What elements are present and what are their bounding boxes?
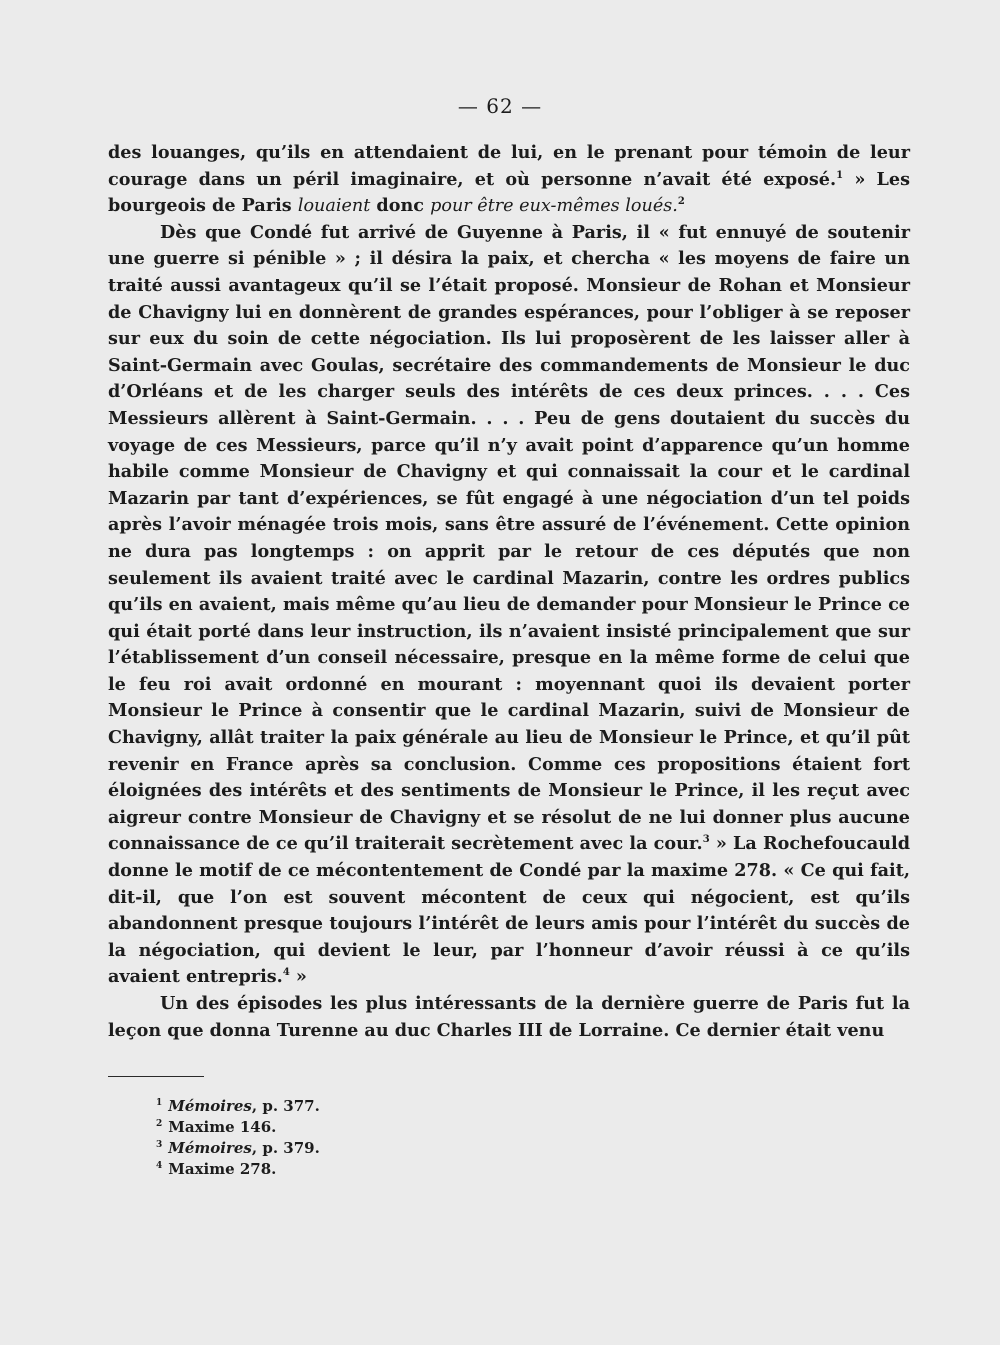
paragraph [108,991,910,1044]
footnote [156,1138,556,1159]
text-run: Dès que Condé fut arrivé de Guyenne à Paris, il « fut ennuyé de soutenir une guerre si pénible » ; il désira la paix, et chercha « les moyens de faire un traité aussi avantageux qu’il se l’était proposé. Monsieur de Rohan et Monsieur de Chavigny lui en donnèrent de grandes espérances, pour l’obliger à se reposer sur eux du soin de cette négociation. Ils lui proposèrent de les laisser aller à Saint-Germain avec Goulas, secrétaire des commandements de Monsieur le duc d’Orléans et de les charger seuls des intérêts de ces deux princes. . . . Ces Messieurs allèrent à Saint-Germain. . . . Peu de gens doutaient du succès du voyage de ces Messieurs, parce qu’il n’y avait point d’apparence qu’un homme habile comme Monsieur de Chavigny et qui connaissait la cour et le cardinal Mazarin par tant d’expériences, se fût engagé à une négociation d’un tel poids après l’avoir ménagée trois mois, sans être assuré de l’événement. Cette opinion ne dura pas longtemps : on apprit par le retour de ces députés que non seulement ils avaient traité avec le cardinal Mazarin, contre les ordres publics qu’ils en avaient, mais même qu’au lieu de demander pour Monsieur le Prince ce qui était porté dans leur instruction, ils n’avaient insisté principalement que sur l’établissement d’un conseil nécessaire, presque en la même forme de celui que le feu roi avait ordonné en mourant : moyennant quoi ils devaient porter Monsieur le Prince à consentir que le cardinal Mazarin, suivi de Monsieur de Chavigny, allât traiter la paix générale au lieu de Monsieur le Prince, et qu’il pût revenir en France après sa conclusion. Comme ces propositions étaient fort éloignées des intérêts et des sentiments de Monsieur le Prince, il les reçut avec aigreur contre Monsieur de Chavigny et se résolut de ne lui donner plus aucune connaissance de ce qu’il traiterait secrètement avec la cour. [108,221,910,855]
footnote-number: 1 [156,1098,163,1108]
footnote-text: Maxime 146. [168,1118,277,1136]
footnote-reference: 4 [282,967,290,979]
footnote-number: 2 [156,1119,163,1129]
body-text [108,140,910,1044]
text-run: Un des épisodes les plus intéressants de la dernière guerre de Paris fut la leçon que donna Turenne au duc Charles III de Lorraine. Ce dernier était venu [108,993,910,1041]
text-run: donc [370,195,431,217]
paragraph [108,220,910,991]
footnote-reference: 1 [836,169,844,181]
footnote-reference: 3 [702,834,710,846]
paragraph [108,140,910,220]
text-run: » La Rochefoucauld donne le motif de ce mécontentement de Condé par la maxime 278. « Ce qui fait, dit-il, que l’on est souvent mécontent de ceux qui négocient, est qu’ils abandonnent presque toujours l’intérêt de leurs amis pour l’intérêt du succès de la négociation, qui devient le leur, par l’honneur d’avoir réussi à ce qu’ils avaient entrepris. [108,833,910,988]
footnote-reference: 2 [677,196,685,208]
footnote-text: Maxime 278. [168,1160,277,1178]
text-run: des louanges, qu’ils en attendaient de lui, en le prenant pour témoin de leur courage dans un péril imaginaire, et où personne n’avait été exposé. [108,142,910,190]
footnote-text: , p. 379. [251,1139,320,1157]
italic-text: louaient [297,196,371,217]
footnote [156,1159,556,1180]
footnote-source: Mémoires [168,1097,252,1115]
footnote-source: Mémoires [168,1139,252,1157]
italic-text: pour être eux-mêmes loués. [430,196,678,217]
text-run: » [289,966,307,988]
text-run: » Les bourgeois de Paris [108,168,911,217]
footnote-number: 4 [156,1161,163,1171]
page-number: — 62 — [457,94,543,118]
footnote-divider [108,1076,204,1077]
footnote-number: 3 [156,1140,163,1150]
footnote-text: , p. 377. [251,1097,320,1115]
footnote [156,1117,556,1138]
footnote [156,1096,556,1117]
footnotes [156,1096,556,1180]
